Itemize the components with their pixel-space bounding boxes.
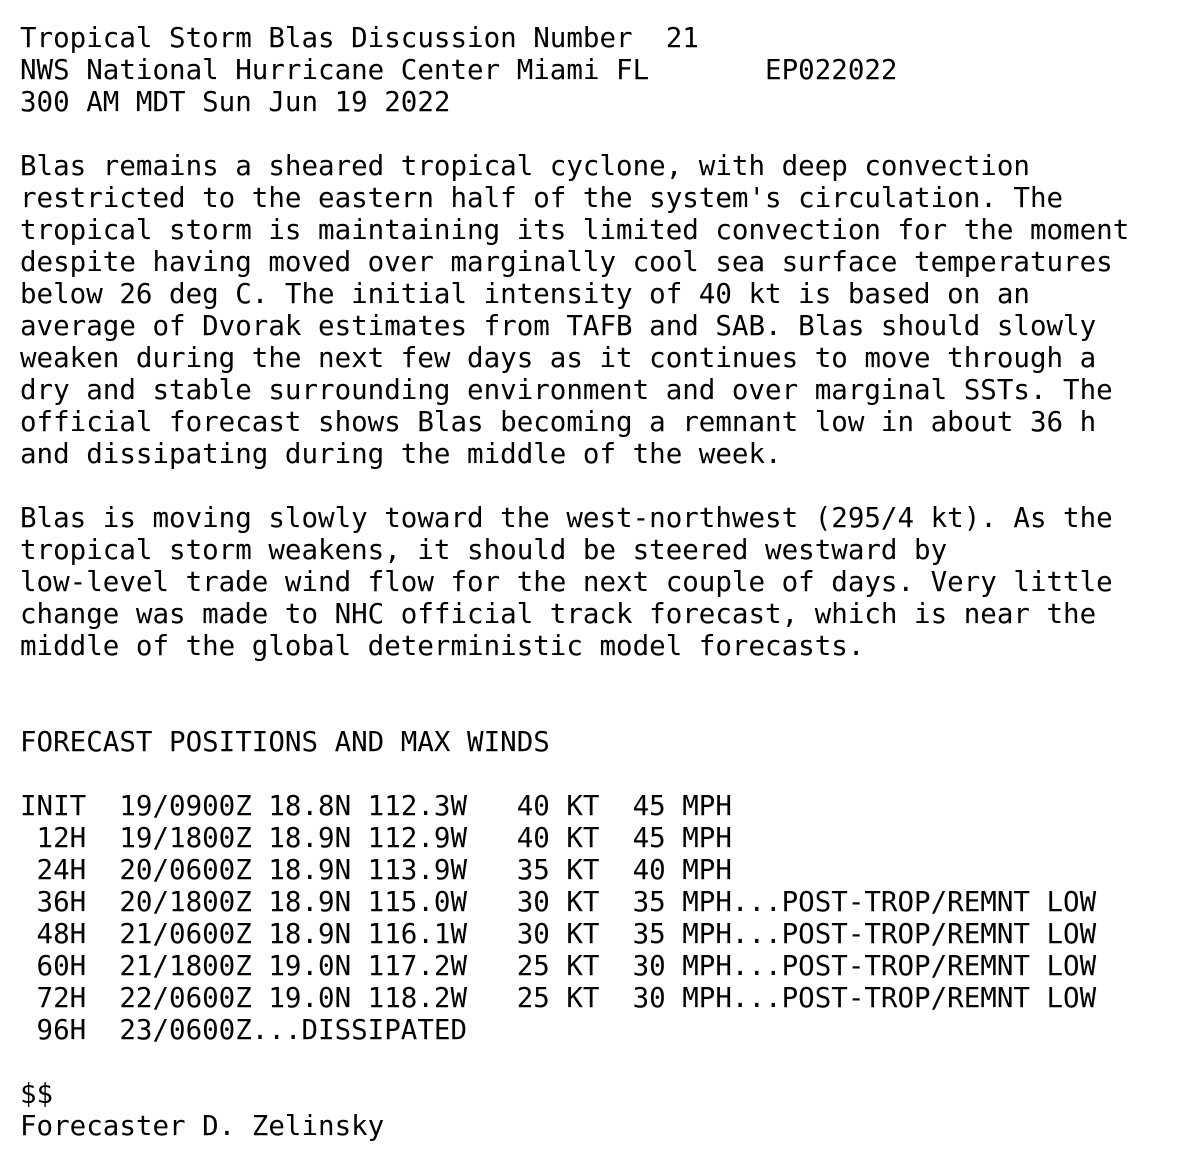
spacer <box>20 118 1196 150</box>
forecast-row: 72H 22/0600Z 19.0N 118.2W 25 KT 30 MPH...POST-TROP/REMNT LOW <box>20 982 1097 1014</box>
forecast-row: 48H 21/0600Z 18.9N 116.1W 30 KT 35 MPH...POST-TROP/REMNT LOW <box>20 918 1097 950</box>
spacer <box>20 662 1196 694</box>
text-line: average of Dvorak estimates from TAFB and SAB. Blas should slowly <box>20 310 1097 342</box>
text-line: below 26 deg C. The initial intensity of 40 kt is based on an <box>20 278 1030 310</box>
spacer <box>20 694 1196 726</box>
text-line: Blas is moving slowly toward the west-northwest (295/4 kt). As the <box>20 502 1113 534</box>
text-line: middle of the global deterministic model forecasts. <box>20 630 865 662</box>
text-line: dry and stable surrounding environment and over marginal SSTs. The <box>20 374 1113 406</box>
text-line: despite having moved over marginally cool sea surface temperatures <box>20 246 1113 278</box>
forecast-row: 96H 23/0600Z...DISSIPATED <box>20 1014 468 1046</box>
discussion-paragraph-intensity <box>20 150 1196 470</box>
discussion-paragraph-track <box>20 502 1196 662</box>
forecast-row: 24H 20/0600Z 18.9N 113.9W 35 KT 40 MPH <box>20 854 732 886</box>
end-marker: $$ <box>20 1078 54 1110</box>
issuing-office: NWS National Hurricane Center Miami FL EP022022 <box>20 54 898 86</box>
spacer <box>20 1046 1196 1078</box>
spacer <box>20 758 1196 790</box>
forecast-heading: FORECAST POSITIONS AND MAX WINDS <box>20 726 550 758</box>
issue-time: 300 AM MDT Sun Jun 19 2022 <box>20 86 451 118</box>
forecast-table <box>20 790 1196 1046</box>
text-line: tropical storm is maintaining its limited convection for the moment <box>20 214 1130 246</box>
text-line: official forecast shows Blas becoming a remnant low in about 36 h <box>20 406 1097 438</box>
text-line: and dissipating during the middle of the week. <box>20 438 782 470</box>
discussion-title: Tropical Storm Blas Discussion Number 21 <box>20 22 699 54</box>
forecast-row: 12H 19/1800Z 18.9N 112.9W 40 KT 45 MPH <box>20 822 732 854</box>
text-line: restricted to the eastern half of the system's circulation. The <box>20 182 1064 214</box>
spacer <box>20 470 1196 502</box>
forecast-row: 60H 21/1800Z 19.0N 117.2W 25 KT 30 MPH...POST-TROP/REMNT LOW <box>20 950 1097 982</box>
forecast-row: 36H 20/1800Z 18.9N 115.0W 30 KT 35 MPH...POST-TROP/REMNT LOW <box>20 886 1097 918</box>
text-line: Blas remains a sheared tropical cyclone, with deep convection <box>20 150 1030 182</box>
text-line: low-level trade wind flow for the next couple of days. Very little <box>20 566 1113 598</box>
forecast-row: INIT 19/0900Z 18.8N 112.3W 40 KT 45 MPH <box>20 790 732 822</box>
forecaster-signature: Forecaster D. Zelinsky <box>20 1110 385 1142</box>
text-line: change was made to NHC official track forecast, which is near the <box>20 598 1097 630</box>
text-line: tropical storm weakens, it should be steered westward by <box>20 534 948 566</box>
text-line: weaken during the next few days as it continues to move through a <box>20 342 1097 374</box>
